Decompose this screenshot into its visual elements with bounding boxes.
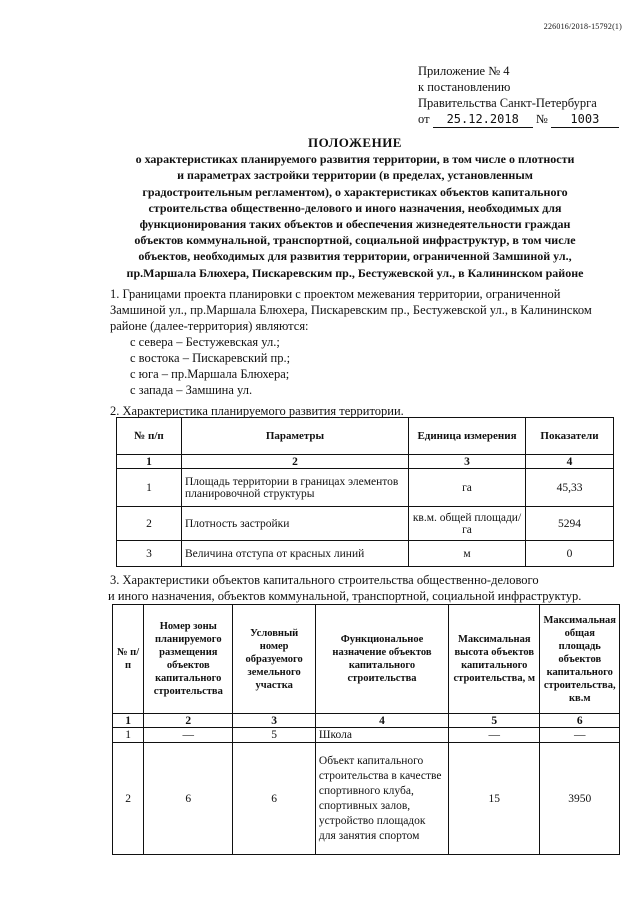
appendix-line-3: Правительства Санкт-Петербурга	[418, 96, 597, 110]
boundary-east: с востока – Пискаревский пр.;	[130, 351, 291, 365]
appendix-line-1: Приложение № 4	[418, 64, 510, 78]
col-number: 3	[409, 455, 526, 469]
col-header-purpose: Функциональное назначение объектов капитального строительства	[315, 605, 448, 714]
title-line: градостроительным регламентом), о характеристиках объектов капитального	[142, 184, 568, 199]
row-unit: м	[409, 541, 526, 567]
row-unit: кв.м. общей площади/га	[409, 507, 526, 541]
title-heading: ПОЛОЖЕНИЕ	[308, 135, 402, 150]
boundary-north: с севера – Бестужевская ул.;	[130, 335, 280, 349]
decree-date: 25.12.2018	[433, 111, 533, 128]
row-number: 3	[117, 541, 182, 567]
col-number: 5	[449, 714, 540, 728]
boundary-west: с запада – Замшина ул.	[130, 383, 253, 397]
table-row	[117, 541, 614, 567]
table-row	[113, 728, 620, 743]
title-line: объектов, необходимых для развития территории, ограниченной Замшиной ул.,	[138, 249, 572, 264]
row-plot: 5	[233, 728, 316, 743]
col-header-parameters: Параметры	[182, 418, 409, 455]
title-line: пр.Маршала Блюхера, Пискаревским пр., Бестужевской ул., в Калининском районе	[126, 265, 584, 280]
row-plot: 6	[233, 743, 316, 855]
section1-line: Замшиной ул., пр.Маршала Блюхера, Пискаревским пр., Бестужевской ул., в Калининском	[110, 303, 592, 317]
title-line: объектов коммунальной, транспортной, социальной инфраструктур, в том числе	[134, 233, 576, 248]
row-number: 2	[113, 743, 144, 855]
row-zone: —	[144, 728, 233, 743]
from-label: от	[418, 112, 430, 126]
capital-construction-table	[112, 604, 620, 855]
development-characteristics-table	[116, 417, 614, 567]
row-number: 1	[117, 469, 182, 507]
row-area: 3950	[540, 743, 620, 855]
title-line: о характеристиках планируемого развития территории, в том числе о плотности	[135, 152, 575, 167]
col-number: 6	[540, 714, 620, 728]
row-purpose: Школа	[315, 728, 448, 743]
document-id: 226016/2018-15792(1)	[543, 22, 622, 31]
section3-heading-line-1: 3. Характеристики объектов капитального строительства общественно-делового	[110, 573, 539, 587]
appendix-date-line	[418, 111, 619, 128]
table-row	[117, 507, 614, 541]
title-line: и параметрах застройки территории (в пределах, установленным	[177, 168, 533, 183]
col-header-area: Максимальная общая площадь объектов капитального строительства, кв.м	[540, 605, 620, 714]
section1-line: районе (далее-территория) являются:	[110, 319, 309, 333]
col-number: 1	[113, 714, 144, 728]
row-height: —	[449, 728, 540, 743]
col-header-plot: Условный номер образуемого земельного участка	[233, 605, 316, 714]
col-number: 3	[233, 714, 316, 728]
row-area: —	[540, 728, 620, 743]
col-header-zone: Номер зоны планируемого размещения объектов капитального строительства	[144, 605, 233, 714]
section3-heading	[110, 572, 620, 604]
col-header-number: № п/п	[113, 605, 144, 714]
row-zone: 6	[144, 743, 233, 855]
document-title	[100, 135, 610, 281]
row-value: 45,33	[526, 469, 614, 507]
section2-heading: 2. Характеристика планируемого развития территории.	[110, 404, 404, 418]
row-parameter: Плотность застройки	[182, 507, 409, 541]
col-number: 4	[526, 455, 614, 469]
appendix-line-2: к постановлению	[418, 80, 511, 94]
row-number: 1	[113, 728, 144, 743]
title-line: строительства общественно-делового и иного назначения, необходимых для	[148, 200, 562, 215]
section-boundaries	[110, 286, 620, 398]
col-header-height: Максимальная высота объектов капитального строительства, м	[449, 605, 540, 714]
col-header-values: Показатели	[526, 418, 614, 455]
row-number: 2	[117, 507, 182, 541]
col-header-number: № п/п	[117, 418, 182, 455]
section3-heading-line-2: и иного назначения, объектов коммунальной, транспортной, социальной инфраструктур.	[108, 589, 582, 603]
table-row	[113, 743, 620, 855]
table-row	[117, 469, 614, 507]
row-purpose: Объект капитального строительства в качестве спортивного клуба, спортивных залов, устройство площадок для занятия спортом	[315, 743, 448, 855]
col-number: 1	[117, 455, 182, 469]
col-header-unit: Единица измерения	[409, 418, 526, 455]
decree-number: 1003	[551, 111, 619, 128]
row-parameter: Величина отступа от красных линий	[182, 541, 409, 567]
col-number: 2	[144, 714, 233, 728]
row-height: 15	[449, 743, 540, 855]
boundary-south: с юга – пр.Маршала Блюхера;	[130, 367, 290, 381]
number-label: №	[535, 112, 548, 126]
appendix-block	[418, 63, 619, 128]
row-value: 5294	[526, 507, 614, 541]
col-number: 2	[182, 455, 409, 469]
title-line: функционирования таких объектов и обеспечения жизнедеятельности граждан	[139, 217, 571, 232]
row-parameter: Площадь территории в границах элементов планировочной структуры	[182, 469, 409, 507]
col-number: 4	[315, 714, 448, 728]
section1-line: 1. Границами проекта планировки с проектом межевания территории, ограниченной	[110, 287, 561, 301]
row-value: 0	[526, 541, 614, 567]
row-unit: га	[409, 469, 526, 507]
